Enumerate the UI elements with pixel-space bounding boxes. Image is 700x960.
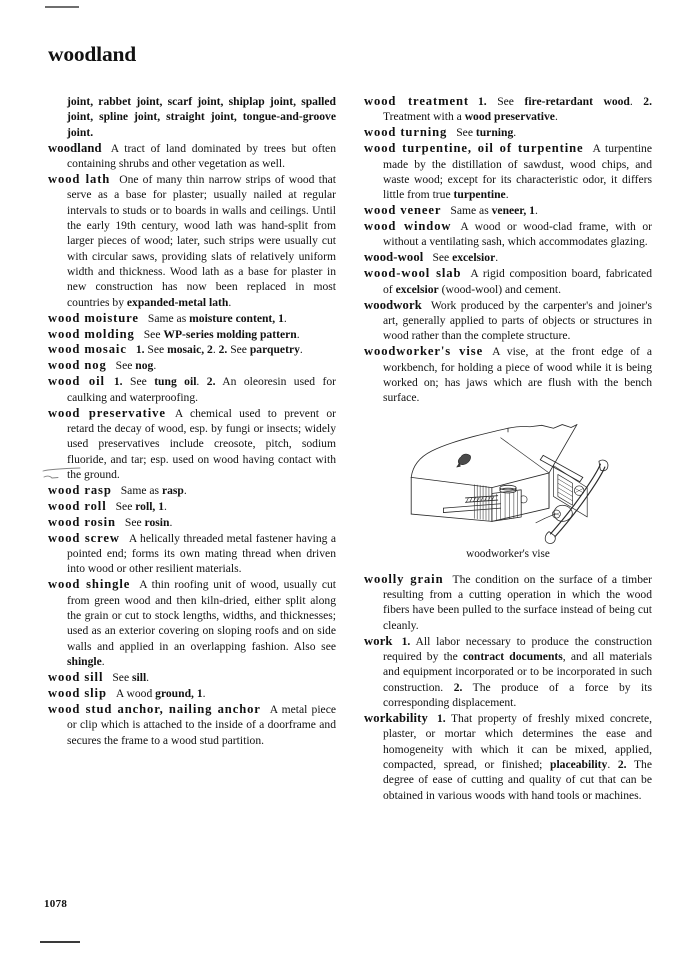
entry-term-ref: 2.: [643, 95, 652, 108]
entry-term-ref: joint, rabbet joint, scarf joint, shiplap joint, spalled joint, spline joint, straight joint, tongue-and-groove joint.: [67, 95, 336, 139]
dictionary-entry-woodland: [48, 141, 336, 172]
entry-term-ref: 2.: [617, 757, 627, 771]
dictionary-entry-wood-slip: [48, 686, 336, 701]
entry-headword: work: [364, 633, 393, 648]
page-title: woodland: [48, 42, 137, 66]
entry-text: All labor necessary to produce the construction required by the: [383, 634, 652, 663]
entry-headword: wood rosin: [48, 514, 116, 529]
entry-headword: wood nog: [48, 358, 107, 373]
entry-term-ref: excelsior: [395, 282, 439, 296]
entry-text: See: [122, 375, 155, 389]
dictionary-entry-wood-treatment: [364, 94, 652, 125]
entry-text: .: [534, 204, 538, 218]
entry-headword: wood-wool: [364, 250, 424, 265]
dictionary-entry-wood-stud-anchor: [48, 702, 336, 748]
entry-text: .: [283, 311, 287, 325]
entry-text: Same as: [147, 311, 190, 325]
dictionary-entry-woolly-grain: [364, 572, 652, 633]
entry-text: , and all materials and equipment incorporated or to be incorporated in such construction.: [383, 649, 653, 694]
dictionary-entry-wood-lath: [48, 172, 336, 310]
entry-term-ref: turpentine: [453, 188, 506, 202]
entry-term-ref: 1.: [477, 95, 487, 108]
entry-text: .: [164, 499, 167, 513]
page-columns: [48, 94, 652, 884]
entry-headword: workability: [364, 710, 428, 725]
entry-headword: wood stud anchor, nailing anchor: [48, 701, 261, 716]
dictionary-entry-woodworkers-vise: [364, 344, 652, 405]
entry-text: .: [196, 375, 207, 389]
entry-text: .: [146, 671, 150, 685]
entry-text: See: [112, 671, 132, 685]
entry-term-ref: parquetry: [249, 343, 300, 357]
entry-text: .: [607, 757, 618, 771]
entry-headword: wood molding: [48, 326, 135, 341]
entry-term-ref: 2.: [206, 375, 216, 389]
entry-term-ref: 1.: [401, 634, 411, 648]
entry-headword: woodland: [48, 140, 102, 155]
trim-rule-top: [45, 6, 79, 8]
entry-term-ref: 2.: [218, 343, 228, 357]
entry-text: A tract of land dominated by trees but often containing shrubs and other vegetation as well.: [67, 141, 336, 170]
entry-text: See: [432, 251, 453, 265]
entry-text: Same as: [120, 483, 162, 497]
figure-woodworkers-vise: [364, 420, 652, 560]
entry-term-ref: tung oil: [154, 375, 197, 389]
entry-term-ref: contract documents: [462, 649, 563, 663]
entry-list-right-top: [364, 94, 652, 406]
entry-term-ref: 2.: [453, 680, 463, 694]
entry-term-ref: mosaic, 2: [167, 343, 213, 357]
dictionary-entry-wood-sill: [48, 670, 336, 685]
entry-term-ref: rasp: [161, 483, 184, 497]
dictionary-entry-wood-rasp: [48, 483, 336, 498]
entry-term-ref: wood preservative: [464, 110, 555, 124]
entry-term-ref: veneer, 1: [491, 204, 535, 218]
entry-text: .: [495, 251, 499, 265]
entry-text: .: [629, 95, 644, 108]
entry-term-ref: roll, 1: [135, 499, 165, 513]
entry-term-ref: turning: [475, 126, 514, 140]
dictionary-entry-wood-veneer: [364, 203, 652, 218]
entry-text: .: [299, 343, 303, 357]
entry-term-ref: 1.: [113, 375, 123, 389]
entry-text: .: [296, 327, 300, 341]
entry-term-ref: expanded-metal lath: [126, 295, 229, 309]
dictionary-entry-wood-shingle: [48, 577, 336, 669]
entry-term-ref: ground, 1: [155, 686, 203, 700]
entry-term-ref: rosin: [144, 515, 170, 529]
entry-text: A rigid composition board, fabricated of: [383, 267, 652, 296]
dictionary-entry-wood-wool-slab: [364, 266, 652, 297]
entry-term-ref: WP-series molding pattern: [163, 327, 297, 341]
entry-list-left: [48, 94, 336, 748]
dictionary-entry-wood-turning: [364, 125, 652, 140]
entry-text: .: [228, 295, 232, 309]
entry-text: The produce of a force by its corresponding displacement.: [383, 680, 653, 709]
entry-text: See: [144, 343, 168, 357]
entry-headword: wood roll: [48, 498, 107, 513]
entry-headword: wood moisture: [48, 310, 139, 325]
page-number: 1078: [44, 898, 68, 910]
entry-text: That property of freshly mixed concrete, plaster, or mortar which determines the ease and homogeneity with which it can be mixed, applied, compacted, spread, or finished;: [383, 711, 652, 771]
entry-text: See: [115, 359, 136, 373]
dictionary-entry-woodwork: [364, 298, 652, 344]
dictionary-entry-wood-oil: [48, 374, 336, 405]
dictionary-entry-wood-turpentine: [364, 141, 652, 202]
entry-headword: wood slip: [48, 685, 107, 700]
entry-text: A vise, at the front edge of a workbench, for holding a piece of wood while it is being worked on; has jaws which are flush with the bench surface.: [383, 345, 652, 405]
entry-term-ref: shingle: [67, 655, 102, 669]
dictionary-entry-wood-molding: [48, 327, 336, 342]
entry-text: A turpentine made by the distillation of sawdust, wood chips, and waste wood; except for its characteristic odor, it differs little from true: [383, 142, 652, 202]
entry-text: A wood or wood-clad frame, with or without a ventilating sash, which accommodates glazing.: [383, 220, 652, 249]
entry-headword: wood window: [364, 219, 452, 234]
entry-text: An oleoresin used for caulking and waterproofing.: [67, 375, 336, 404]
entry-headword: wood veneer: [364, 203, 442, 218]
entry-text: .: [554, 110, 558, 124]
entry-headword: wood shingle: [48, 577, 131, 592]
dictionary-entry-wood-roll: [48, 499, 336, 514]
dictionary-entry-woodland-joint-continuation: [48, 94, 336, 140]
entry-text: .: [169, 515, 173, 529]
entry-headword: wood lath: [48, 171, 111, 186]
entry-headword: woolly grain: [364, 571, 444, 586]
entry-headword: woodworker's vise: [364, 344, 484, 359]
entry-text: See: [456, 126, 476, 140]
entry-headword: wood treatment: [364, 94, 469, 108]
entry-text: (wood-wool) and cement.: [438, 282, 562, 296]
entry-text: A helically threaded metal fastener having a pointed end; forms its own mating thread when driven into wood or other resilient materials.: [67, 531, 336, 576]
dictionary-entry-wood-preservative: [48, 406, 336, 483]
dictionary-entry-work: [364, 634, 652, 711]
entry-text: A thin roofing unit of wood, usually cut from green wood and then kiln-dried, either split along the grain or cut to stock lengths, widths, and thicknesses; used as an exterior covering on sloping roofs and on side walls and applied in an overlapping fashion. Also see: [67, 578, 336, 653]
entry-term-ref: nog: [135, 359, 154, 373]
entry-text: .: [153, 359, 157, 373]
entry-text: .: [183, 483, 187, 497]
figure-caption: woodworker's vise: [466, 547, 550, 560]
entry-term-ref: sill: [131, 671, 147, 685]
entry-headword: wood turpentine, oil of turpentine: [364, 141, 584, 156]
entry-text: See: [124, 515, 145, 529]
entry-term-ref: excelsior: [452, 251, 496, 265]
entry-headword: wood mosaic: [48, 342, 127, 357]
entry-text: One of many thin narrow strips of wood that serve as a base for plaster; usually nailed at regular intervals to studs or to boards in walls and ceilings. Until the early 19th century, wood lath was hand-split from larger pieces of wood; later, such strips were usually cut with circular saws, providing slats of relatively uniform width and thickness. Wood lath as a base for plaster in new construction has now been replaced in most countries by: [67, 172, 337, 309]
entry-term-ref: placeability: [550, 757, 608, 771]
entry-term-ref: 1.: [436, 711, 446, 725]
entry-headword: wood rasp: [48, 482, 112, 497]
dictionary-entry-wood-window: [364, 219, 652, 250]
woodworkers-vise-illustration: [398, 420, 618, 545]
entry-text: Treatment with a: [383, 110, 465, 124]
entry-text: .: [212, 343, 219, 357]
entry-text: A wood: [115, 686, 156, 700]
entry-text: .: [202, 686, 206, 700]
trim-rule-bottom: [40, 941, 80, 943]
entry-text: Same as: [450, 204, 492, 218]
entry-headword: wood-wool slab: [364, 266, 462, 281]
dictionary-entry-wood-rosin: [48, 515, 336, 530]
entry-term-ref: 1.: [135, 343, 145, 357]
entry-headword: wood preservative: [48, 405, 166, 420]
dictionary-entry-workability: [364, 711, 652, 803]
dictionary-entry-wood-mosaic: [48, 342, 336, 357]
entry-text: The degree of ease of cutting and quality of cut that can be obtained in various woods with hand tools or machines.: [383, 757, 653, 802]
dictionary-entry-wood-moisture: [48, 311, 336, 326]
entry-headword: wood sill: [48, 670, 104, 685]
entry-text: .: [505, 188, 509, 202]
entry-text: See: [143, 327, 164, 341]
entry-text: Work produced by the carpenter's and joiner's art, generally applied to parts of objects or structures in wood rather than the complete structure.: [383, 298, 652, 343]
column-left: [48, 94, 336, 749]
entry-text: See: [227, 343, 250, 357]
entry-text: The condition on the surface of a timber resulting from a cutting operation in which the wood fibers have been pulled to the surface instead of being cut cleanly.: [383, 572, 652, 632]
column-right: [364, 94, 652, 804]
dictionary-entry-wood-wool: [364, 250, 652, 265]
entry-headword: wood screw: [48, 530, 120, 545]
entry-term-ref: moisture content, 1: [189, 311, 284, 325]
entry-term-ref: fire-retardant wood: [524, 95, 630, 108]
entry-text: See: [115, 499, 136, 513]
entry-list-right-bottom: [364, 572, 652, 803]
entry-headword: woodwork: [364, 297, 422, 312]
dictionary-entry-wood-screw: [48, 531, 336, 577]
entry-headword: wood turning: [364, 125, 448, 140]
entry-text: A chemical used to prevent or retard the decay of wood, esp. by fungi or insects; widely used preservatives include creosote, pitch, sodium fluoride, and tar; esp. used on wood having contact with the ground.: [67, 406, 336, 481]
entry-text: See: [486, 95, 525, 108]
entry-text: .: [101, 655, 105, 669]
entry-text: .: [513, 126, 517, 140]
entry-headword: wood oil: [48, 374, 105, 389]
entry-text: A metal piece or clip which is attached to the inside of a doorframe and secures the frame to a wood stud partition.: [67, 702, 336, 747]
dictionary-entry-wood-nog: [48, 358, 336, 373]
